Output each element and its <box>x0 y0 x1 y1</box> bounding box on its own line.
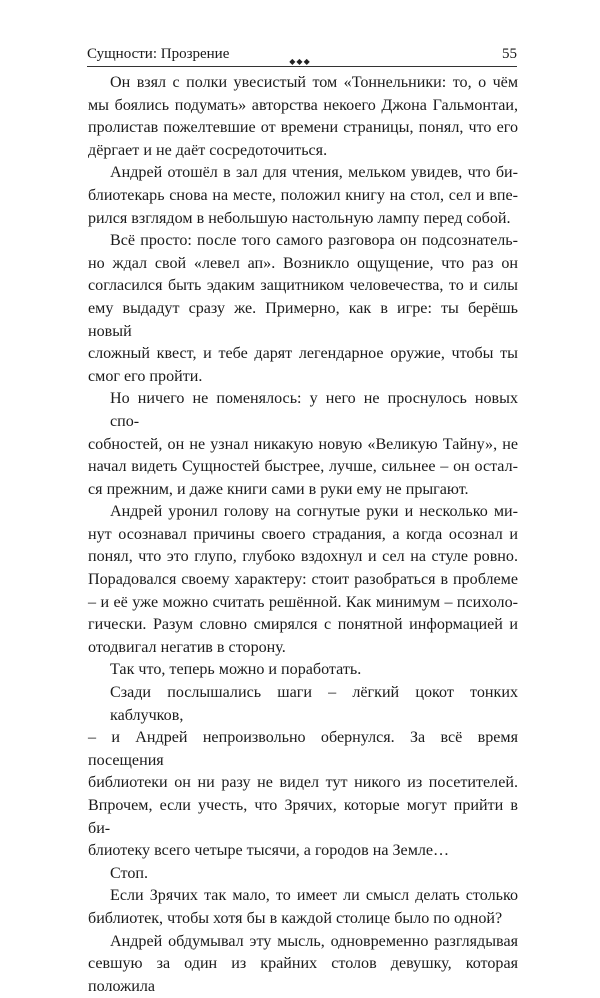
text-line: гически. Разум словно смирялся с понятной информацией и <box>88 616 518 634</box>
text-line: сложный квест, и тебе дарят легендарное оружие, чтобы ты <box>88 345 518 363</box>
text-line: пролистав пожелтевшие от времени страницы, понял, что его <box>88 119 518 137</box>
text-line: Стоп. <box>110 864 149 882</box>
text-line: Если Зрячих так мало, то имеет ли смысл делать столько <box>110 887 518 905</box>
text-line: Порадовался своему характеру: стоит разобраться в проблеме <box>88 571 518 589</box>
text-line: нут осознавал причины своего страдания, а когда осознал и <box>88 525 518 543</box>
text-line: начал видеть Сущностей быстрее, лучше, сильнее – он остал- <box>88 458 518 476</box>
text-line: Так что, теперь можно и поработать. <box>110 661 362 679</box>
chapter-title: Сущности: Прозрение <box>87 46 230 62</box>
text-line: Сзади послышались шаги – лёгкий цокот тонких каблучков, <box>110 684 518 724</box>
text-line: – и её уже можно считать решённой. Как минимум – психоло- <box>88 593 518 611</box>
text-line: понял, что это глупо, глубоко вздохнул и сел на стуле ровно. <box>88 548 518 566</box>
body-text <box>88 72 518 998</box>
text-line: блиотекарь снова на месте, положил книгу на стол, сел и впе- <box>88 186 518 204</box>
text-line: блиотеку всего четыре тысячи, а городов на Земле… <box>88 842 450 860</box>
text-line: библиотек, чтобы хотя бы в каждой столице было по одной? <box>88 909 503 927</box>
text-line: Но ничего не поменялось: у него не проснулось новых спо- <box>110 390 518 430</box>
text-line: севшую за один из крайних столов девушку, которая положила <box>88 955 518 995</box>
text-line: согласился быть эдаким защитником человечества, то и силы <box>88 277 518 295</box>
text-line: Андрей обдумывал эту мысль, одновременно разглядывая <box>110 932 518 950</box>
text-line: смог его пройти. <box>88 367 203 385</box>
text-line: библиотеки он ни разу не видел тут никого из посетителей. <box>88 774 518 792</box>
text-line: рился взглядом в небольшую настольную лампу перед собой. <box>88 209 511 227</box>
header-ornament <box>0 56 600 68</box>
text-line: но ждал свой «левел ап». Возникло ощущение, что раз он <box>88 254 518 272</box>
text-line: Всё просто: после того самого разговора он подсознатель- <box>110 232 518 250</box>
text-line: – и Андрей непроизвольно обернулся. За всё время посещения <box>88 729 518 769</box>
text-line: Он взял с полки увесистый том «Тоннельники: то, о чём <box>110 74 518 91</box>
text-line: ся прежним, и даже книги сами в руки ему не прыгают. <box>88 480 469 498</box>
text-line: дёргает и не даёт сосредоточиться. <box>88 141 328 159</box>
text-line: ему выдадут сразу же. Примерно, как в игре: ты берёшь новый <box>88 299 518 340</box>
text-line: Впрочем, если учесть, что Зрячих, которые могут прийти в би- <box>88 797 518 837</box>
ornament-glyphs: ◆◆◆ <box>286 57 313 66</box>
page-number: 55 <box>502 46 517 62</box>
text-line: Андрей отошёл в зал для чтения, мельком увидев, что би- <box>110 164 518 182</box>
text-line: отодвигал негатив в сторону. <box>88 638 286 656</box>
text-line: мы боялись подумать» авторства некоего Джона Гальмонтаи, <box>88 96 518 114</box>
text-line: собностей, он не узнал никакую новую «Великую Тайну», не <box>88 435 518 453</box>
text-line: Андрей уронил голову на согнутые руки и несколько ми- <box>110 503 518 521</box>
